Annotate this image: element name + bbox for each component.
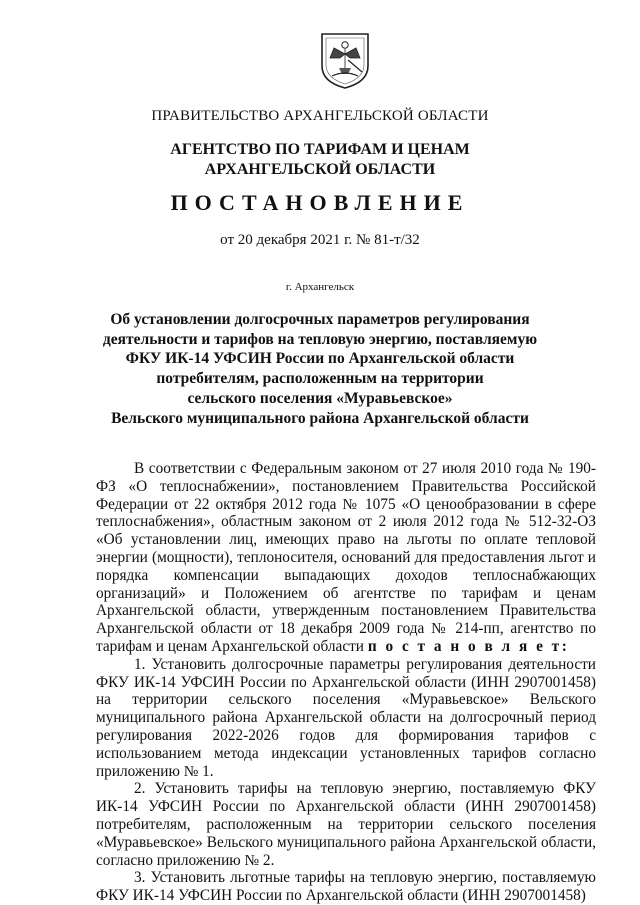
title-line6: Вельского муниципального района Архангельской области [111,409,529,427]
item-3-paragraph: 3. Установить льготные тарифы на тепловую энергию, поставляемую ФКУ ИК-14 УФСИН России по Архангельской области (ИНН 2907001458) [96,869,596,905]
title-line1: Об установлении долгосрочных параметров регулирования [110,311,530,328]
document-date-number: от 20 декабря 2021 г. № 81-т/32 [220,232,420,248]
decree-word: п о с т а н о в л я е т: [367,637,570,655]
document-type [0,190,640,216]
title-line3: ФКУ ИК-14 УФСИН России по Архангельской области [125,350,515,368]
title-line5: сельского поселения «Муравьевское» [187,389,453,407]
agency-name [0,140,640,180]
document-title [0,310,640,428]
preamble-text: В соответствии с Федеральным законом от 27 июля 2010 года № 190-ФЗ «О теплоснабжении», постановлением Правительства Российской Федерации от 22 октября 2012 года № 1075 «О ценообразовании в сфере теплоснабжения», областным законом от 2 июля 2012 года № 512-32-ОЗ «Об установлении лиц, имеющих право на льготы по оплате тепловой энергии (мощности), теплоносителя, оснований для предоставления льгот и порядка компенсации выпадающих доходов теплоснабжающих организаций» и Положением об агентстве по тарифам и ценам Архангельской области, утвержденным постановлением Правительства Архангельской области от 18 декабря 2009 года № 214-пп, агентство по тарифам и ценам Архангельской области [96,460,596,655]
document-body [96,460,596,905]
preamble-paragraph [96,460,596,656]
title-line4: потребителям, расположенным на территории [156,370,484,388]
title-line2: деятельности и тарифов на тепловую энергию, поставляемую [102,330,538,348]
item-2-paragraph: 2. Установить тарифы на тепловую энергию, поставляемую ФКУ ИК-14 УФСИН России по Архангельской области (ИНН 2907001458) потребителям, расположенным на территории сельского поселения «Муравьевское» Вельского муниципального района Архангельской области, согласно приложению № 2. [96,780,596,869]
document-city: г. Архангельск [285,281,355,293]
coat-of-arms-emblem [318,30,372,90]
government-name: ПРАВИТЕЛЬСТВО АРХАНГЕЛЬСКОЙ ОБЛАСТИ [151,108,489,124]
agency-name-line2: АРХАНГЕЛЬСКОЙ ОБЛАСТИ [204,161,436,178]
agency-name-line1: АГЕНТСТВО ПО ТАРИФАМ И ЦЕНАМ [170,141,470,158]
document-type-text: ПОСТАНОВЛЕНИЕ [170,190,470,215]
item-1-paragraph: 1. Установить долгосрочные параметры регулирования деятельности ФКУ ИК-14 УФСИН России по Архангельской области (ИНН 2907001458) на территории сельского поселения «Муравьевское» Вельского муниципального района Архангельской области на долгосрочный период регулирования 2022-2026 годов для формирования тарифов с использованием метода индексации установленных тарифов согласно приложению № 1. [96,655,596,780]
